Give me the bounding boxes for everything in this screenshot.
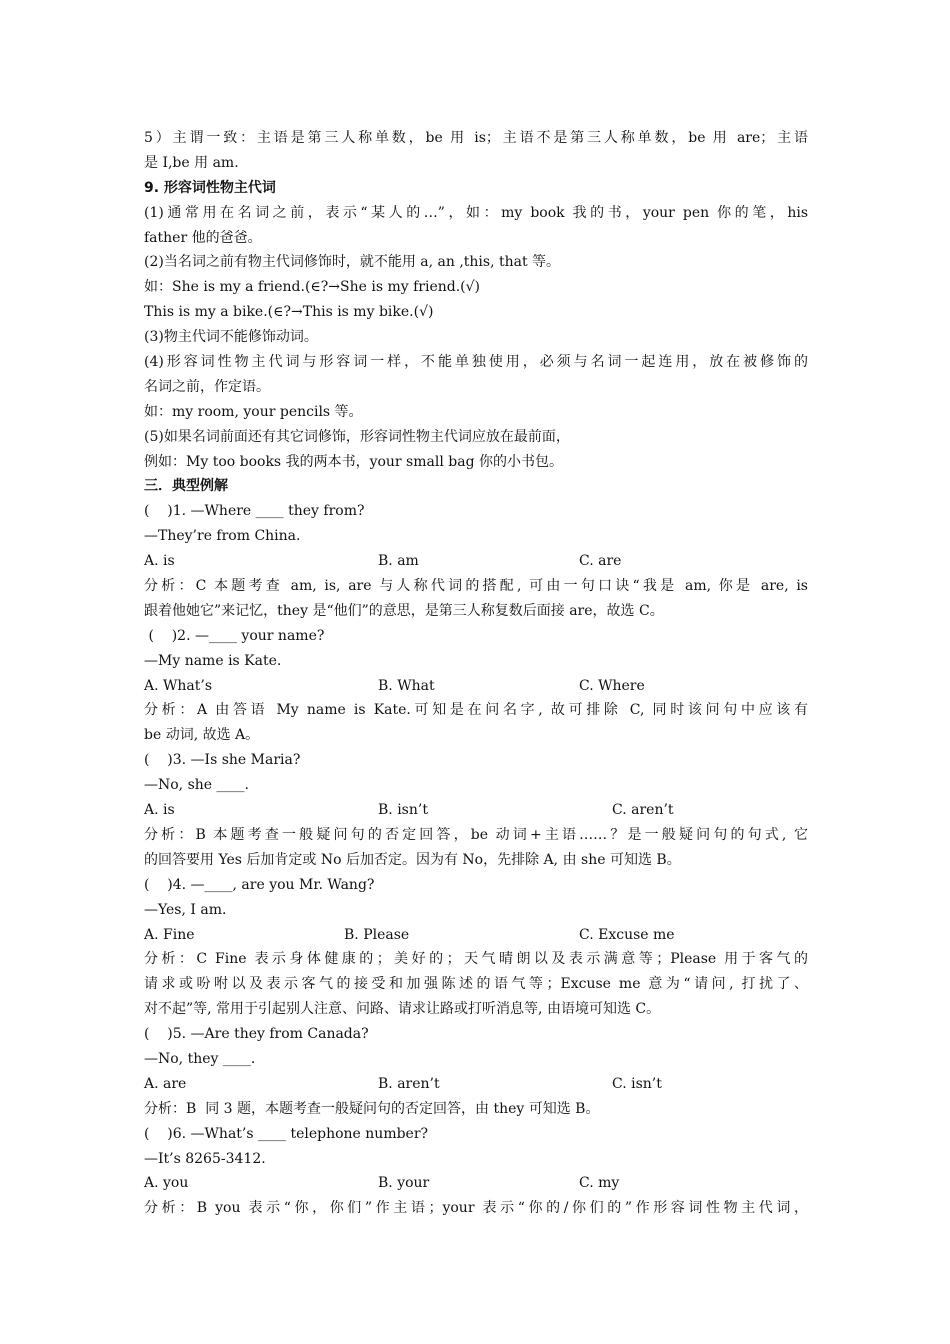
question-2-options <box>144 674 808 699</box>
option-a: A. is <box>144 553 175 570</box>
question-3-options <box>144 798 808 823</box>
question-4-answer-line: —Yes, I am. <box>144 901 227 918</box>
question-1-answer-line: —They’re from China. <box>144 528 301 545</box>
rule-5-example: 例如：My too books 我的两本书，your small bag 你的小书包。 <box>144 453 563 470</box>
question-4-options <box>144 923 808 948</box>
option-c: C. isn’t <box>612 1075 662 1092</box>
option-c: C. are <box>579 553 622 570</box>
option-b: B. aren’t <box>378 1075 440 1092</box>
analysis-6-line-1: 分析：B you 表示“你，你们”作主语；your 表示“你的/你们的”作形容词性物主代词， <box>144 1200 808 1217</box>
rule-2-example-1: 如：She is my a friend.(∈?→She is my friend.(√) <box>144 279 481 296</box>
question-3-answer-line: —No, she ____. <box>144 777 249 794</box>
question-2-answer-line: —My name is Kate. <box>144 652 282 669</box>
rule-1-line-1: (1)通常用在名词之前，表示“某人的…”，如：my book 我的书，your pen 你的笔，his <box>144 204 808 221</box>
analysis-4-line-1: 分析：C Fine 表示身体健康的；美好的；天气晴朗以及表示满意等；Please 用于客气的 <box>144 951 808 968</box>
option-c: C. aren’t <box>612 802 674 819</box>
analysis-1-line-2: 跟着他她它”来记忆，they 是“他们”的意思，是第三人称复数后面接 are，故选 C。 <box>144 602 664 619</box>
option-b: B. What <box>378 677 435 694</box>
question-5-answer-line: —No, they ____. <box>144 1050 256 1067</box>
rule-5: (5)如果名词前面还有其它词修饰，形容词性物主代词应放在最前面， <box>144 428 570 445</box>
document-body <box>144 126 808 1221</box>
question-6-answer-line: —It’s 8265-3412. <box>144 1150 266 1167</box>
section-heading-examples: 三．典型例解 <box>144 478 228 495</box>
option-b: B. isn’t <box>378 802 428 819</box>
analysis-1-line-1: 分析：C 本题考查 am, is, are 与人称代词的搭配, 可由一句口诀“我是 am, 你是 are, is <box>144 578 808 595</box>
option-b: B. Please <box>344 926 410 943</box>
question-5: ( )5. —Are they from Canada? <box>144 1026 369 1043</box>
question-6-options <box>144 1171 808 1196</box>
grammar-point-5-line-2: 是 I,be 用 am. <box>144 154 239 171</box>
question-6: ( )6. —What’s ____ telephone number? <box>144 1125 429 1142</box>
question-4: ( )4. —____, are you Mr. Wang? <box>144 876 375 893</box>
question-5-options <box>144 1072 808 1097</box>
analysis-2-line-2: be 动词, 故选 A。 <box>144 727 260 744</box>
option-c: C. my <box>579 1175 620 1192</box>
option-b: B. am <box>378 553 419 570</box>
analysis-5: 分析：B 同 3 题，本题考查一般疑问句的否定回答，由 they 可知选 B。 <box>144 1100 600 1117</box>
analysis-3-line-2: 的回答要用 Yes 后加肯定或 No 后加否定。因为有 No，先排除 A, 由 she 可知选 B。 <box>144 851 681 868</box>
rule-4-line-1: (4)形容词性物主代词与形容词一样，不能单独使用，必须与名词一起连用，放在被修饰的 <box>144 354 808 371</box>
question-1: ( )1. —Where ____ they from? <box>144 503 365 520</box>
rule-3: (3)物主代词不能修饰动词。 <box>144 329 318 346</box>
analysis-2-line-1: 分析：A 由答语 My name is Kate.可知是在问名字, 故可排除 C, 同时该问句中应该有 <box>144 702 808 719</box>
rule-2-example-2: This is my a bike.(∈?→This is my bike.(√) <box>144 304 434 321</box>
grammar-point-5-line-1: 5）主谓一致：主语是第三人称单数，be 用 is；主语不是第三人称单数，be 用 are；主语 <box>144 130 808 146</box>
option-a: A. you <box>144 1175 189 1192</box>
rule-2: (2)当名词之前有物主代词修饰时，就不能用 a, an ,this, that 等。 <box>144 254 561 271</box>
analysis-3-line-1: 分析：B 本题考查一般疑问句的否定回答，be 动词+主语……？是一般疑问句的句式, 它 <box>144 826 808 843</box>
section-heading-9: 9. 形容词性物主代词 <box>144 179 276 196</box>
option-a: A. What’s <box>144 677 213 694</box>
option-b: B. your <box>378 1175 430 1192</box>
option-a: A. is <box>144 802 175 819</box>
option-c: C. Excuse me <box>579 926 675 943</box>
option-c: C. Where <box>579 677 645 694</box>
question-3: ( )3. —Is she Maria? <box>144 752 301 769</box>
option-a: A. are <box>144 1075 187 1092</box>
analysis-4-line-2: 请求或吩咐以及表示客气的接受和加强陈述的语气等；Excuse me 意为“请问, 打扰了、 <box>144 976 808 993</box>
rule-4-example: 如：my room, your pencils 等。 <box>144 403 363 420</box>
analysis-4-line-3: 对不起”等, 常用于引起别人注意、问路、请求让路或打听消息等, 由语境可知选 C。 <box>144 1001 661 1018</box>
option-a: A. Fine <box>144 926 195 943</box>
question-1-options <box>144 549 808 574</box>
rule-4-line-2: 名词之前，作定语。 <box>144 378 270 395</box>
rule-1-line-2: father 他的爸爸。 <box>144 229 262 246</box>
question-2: ( )2. —____ your name? <box>144 627 325 644</box>
